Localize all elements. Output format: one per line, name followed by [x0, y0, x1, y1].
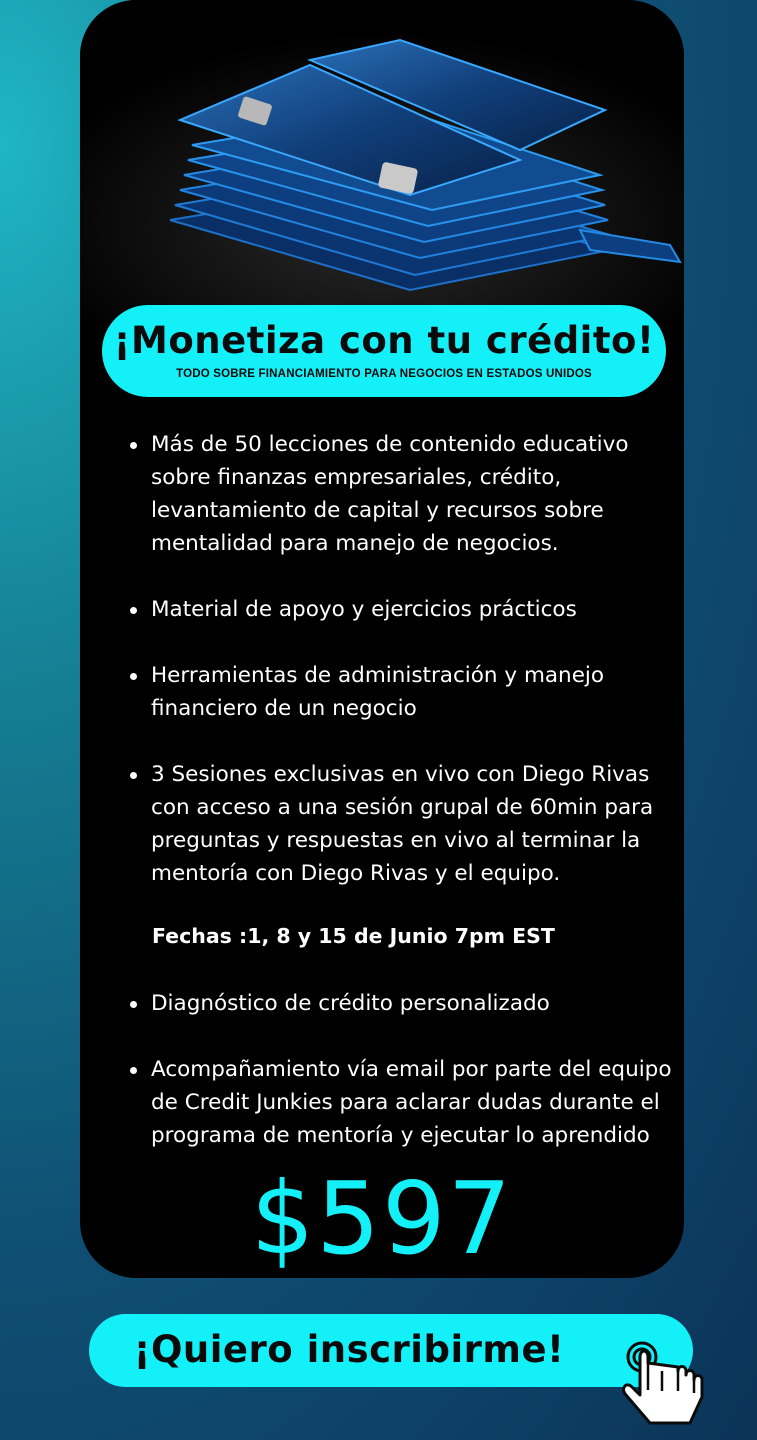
- list-item: Acompañamiento vía email por parte del equipo de Credit Junkies para aclarar dudas durante el programa de mentoría y ejecutar lo aprendido: [126, 1053, 674, 1152]
- list-item: 3 Sesiones exclusivas en vivo con Diego Rivas con acceso a una sesión grupal de 60min para preguntas y respuestas en vivo al terminar la mentoría con Diego Rivas y el equipo.: [126, 758, 674, 890]
- headline-banner: [102, 305, 666, 397]
- list-item: Diagnóstico de crédito personalizado: [126, 987, 674, 1020]
- enroll-button-label: ¡Quiero inscribirme!: [133, 1328, 565, 1371]
- list-item: Herramientas de administración y manejo financiero de un negocio: [126, 659, 674, 725]
- enroll-button[interactable]: [89, 1314, 693, 1387]
- headline-subtitle: TODO SOBRE FINANCIAMIENTO PARA NEGOCIOS EN ESTADOS UNIDOS: [176, 368, 592, 380]
- session-dates: Fechas :1, 8 y 15 de Junio 7pm EST: [152, 924, 555, 948]
- credit-cards-image: [80, 0, 684, 320]
- list-item: Más de 50 lecciones de contenido educativo sobre finanzas empresariales, crédito, levantamiento de capital y recursos sobre mentalidad para manejo de negocios.: [126, 428, 674, 560]
- list-item: Material de apoyo y ejercicios prácticos: [126, 593, 674, 626]
- pointer-hand-icon: [620, 1335, 720, 1435]
- headline-title: ¡Monetiza con tu crédito!: [113, 319, 655, 362]
- offer-card: [80, 0, 684, 1278]
- feature-list: [126, 428, 674, 1152]
- price: $597: [250, 1160, 514, 1277]
